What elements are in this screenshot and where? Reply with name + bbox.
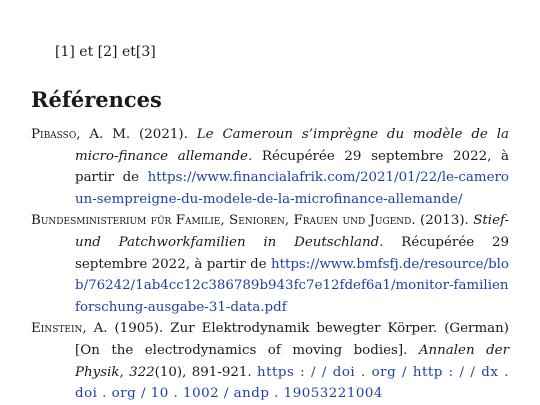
reference-issue-pages: (10), 891-921. [154, 364, 257, 380]
reference-url[interactable]: https : / / doi . org / http : / / dx . doi . org / 10 . 1002 / andp . 19053221004 [75, 364, 509, 402]
reference-title: Stief- und Patchworkfamilien in Deutschland [75, 213, 509, 250]
citation-separator-2: et [117, 44, 136, 60]
reference-journal: Annalen der Physik [75, 342, 509, 380]
citation-link-2[interactable]: [2] [97, 44, 118, 60]
reference-url[interactable]: https://www.bmfsfj.de/resource/blob/76242/1ab4cc12c386789b943fc7e12fdef6a1/monitor-familienforschung-ausgabe-31-data.pdf [75, 256, 509, 315]
reference-retrieved: . Récupérée 29 septembre 2022, à partir de [75, 234, 510, 272]
reference-item [31, 124, 509, 210]
citation-line [55, 42, 156, 62]
reference-year: (2021). [130, 127, 197, 142]
reference-retrieved: . Récupérée 29 septembre 2022, à partir de [75, 148, 509, 186]
reference-list [31, 124, 509, 405]
reference-volume: 322 [129, 364, 155, 380]
reference-title: Zur Elektrodynamik bewegter Körper. (German) [On the electrodynamics of moving bodies]. [75, 321, 509, 358]
citation-separator-1: et [74, 44, 98, 60]
reference-year: (1905). [107, 321, 171, 337]
reference-year: . (2013). [411, 213, 474, 229]
reference-item [31, 318, 509, 404]
citation-link-3[interactable]: [3] [135, 44, 156, 60]
reference-separator: , [119, 364, 130, 380]
citation-link-1[interactable]: [1] [55, 44, 75, 60]
references-heading: Références [31, 87, 162, 112]
reference-author: Bundesministerium für Familie, Senioren, Frauen und Jugend [31, 213, 412, 229]
reference-url[interactable]: https://www.financialafrik.com/2021/01/22/le-cameroun-sempreigne-du-modele-de-la-microfinance-allemande/ [75, 170, 509, 207]
reference-author: Pibasso, A. M. [31, 127, 131, 142]
reference-title: Le Cameroun s’imprègne du modèle de la micro-finance allemande [75, 127, 509, 164]
reference-item [31, 210, 509, 318]
reference-author: Einstein, A. [31, 321, 108, 337]
